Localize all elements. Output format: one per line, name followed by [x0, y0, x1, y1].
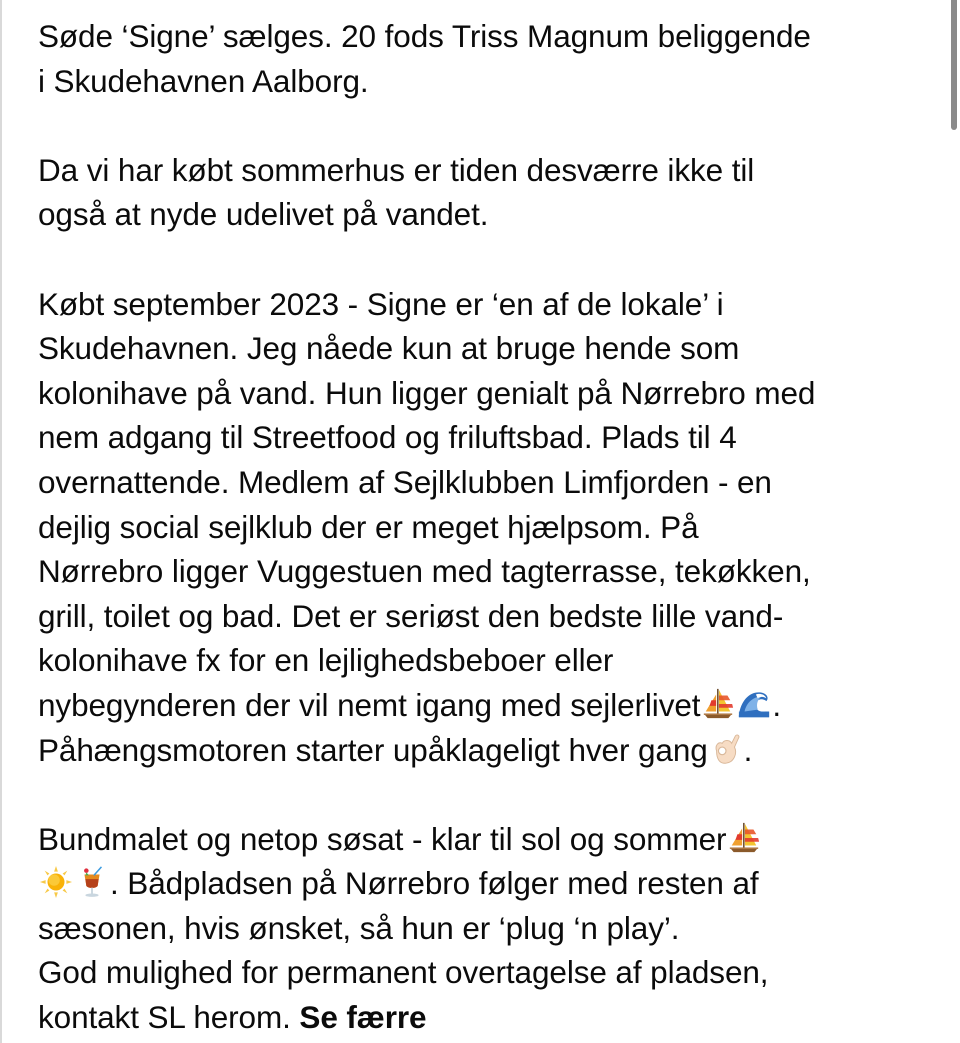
post-text-period: .	[772, 686, 782, 723]
post-text-line: kolonihave fx for en lejlighedsbeboer eller	[38, 642, 614, 679]
post-text-segment: kontakt SL herom.	[38, 999, 291, 1036]
post-text-line	[38, 861, 938, 906]
post-text-line: dejlig social sejlklub der er meget hjælpsom. På	[38, 508, 699, 545]
sun-emoji-icon	[39, 865, 73, 899]
scrollbar-thumb[interactable]	[951, 0, 957, 130]
sailboat-emoji-icon	[727, 821, 761, 855]
post-text-segment: Bundmalet og netop søsat - klar til sol og sommer	[38, 820, 727, 857]
post-description	[38, 14, 938, 1040]
post-text-segment: nybegynderen der vil nemt igang med sejlerlivet	[38, 686, 701, 723]
post-text-line: Skudehavnen. Jeg nåede kun at bruge hende som	[38, 330, 740, 367]
post-text-line: overnattende. Medlem af Sejlklubben Limfjorden - en	[38, 463, 772, 500]
post-text-line: Nørrebro ligger Vuggestuen med tagterrasse, tekøkken,	[38, 553, 811, 590]
post-text-line	[38, 683, 938, 728]
tropical-drink-emoji-icon	[75, 865, 109, 899]
water-wave-emoji-icon	[737, 687, 771, 721]
post-text-line	[38, 817, 938, 862]
ok-hand-emoji-icon	[709, 732, 743, 766]
post-text-line: sæsonen, hvis ønsket, så hun er ‘plug ‘n play’.	[38, 909, 680, 946]
post-text-line: Da vi har købt sommerhus er tiden desværre ikke til	[38, 151, 755, 188]
paragraph-spacer	[38, 237, 938, 282]
post-text-line: Søde ‘Signe’ sælges. 20 fods Triss Magnum beliggende	[38, 18, 811, 54]
sailboat-emoji-icon	[701, 687, 735, 721]
left-border	[0, 0, 2, 1043]
post-text-line	[38, 728, 938, 773]
post-text-line: også at nyde udelivet på vandet.	[38, 196, 489, 233]
paragraph-spacer	[38, 103, 938, 148]
post-text-segment: . Bådpladsen på Nørrebro følger med resten af	[110, 865, 759, 902]
scrollbar[interactable]	[946, 0, 960, 1043]
see-less-link[interactable]: Se færre	[299, 999, 427, 1036]
post-text-line: grill, toilet og bad. Det er seriøst den bedste lille vand-	[38, 597, 784, 634]
paragraph-spacer	[38, 772, 938, 817]
post-text-line: kolonihave på vand. Hun ligger genialt på Nørrebro med	[38, 374, 816, 411]
post-text-line: nem adgang til Streetfood og friluftsbad. Plads til 4	[38, 419, 737, 456]
post-text-line: Købt september 2023 - Signe er ‘en af de lokale’ i	[38, 285, 724, 322]
post-text-period: .	[743, 731, 753, 768]
post-text-line	[38, 995, 938, 1040]
post-text-line: i Skudehavnen Aalborg.	[38, 62, 369, 99]
post-text-line: God mulighed for permanent overtagelse af pladsen,	[38, 954, 769, 991]
post-text-segment: Påhængsmotoren starter upåklageligt hver gang	[38, 731, 708, 768]
